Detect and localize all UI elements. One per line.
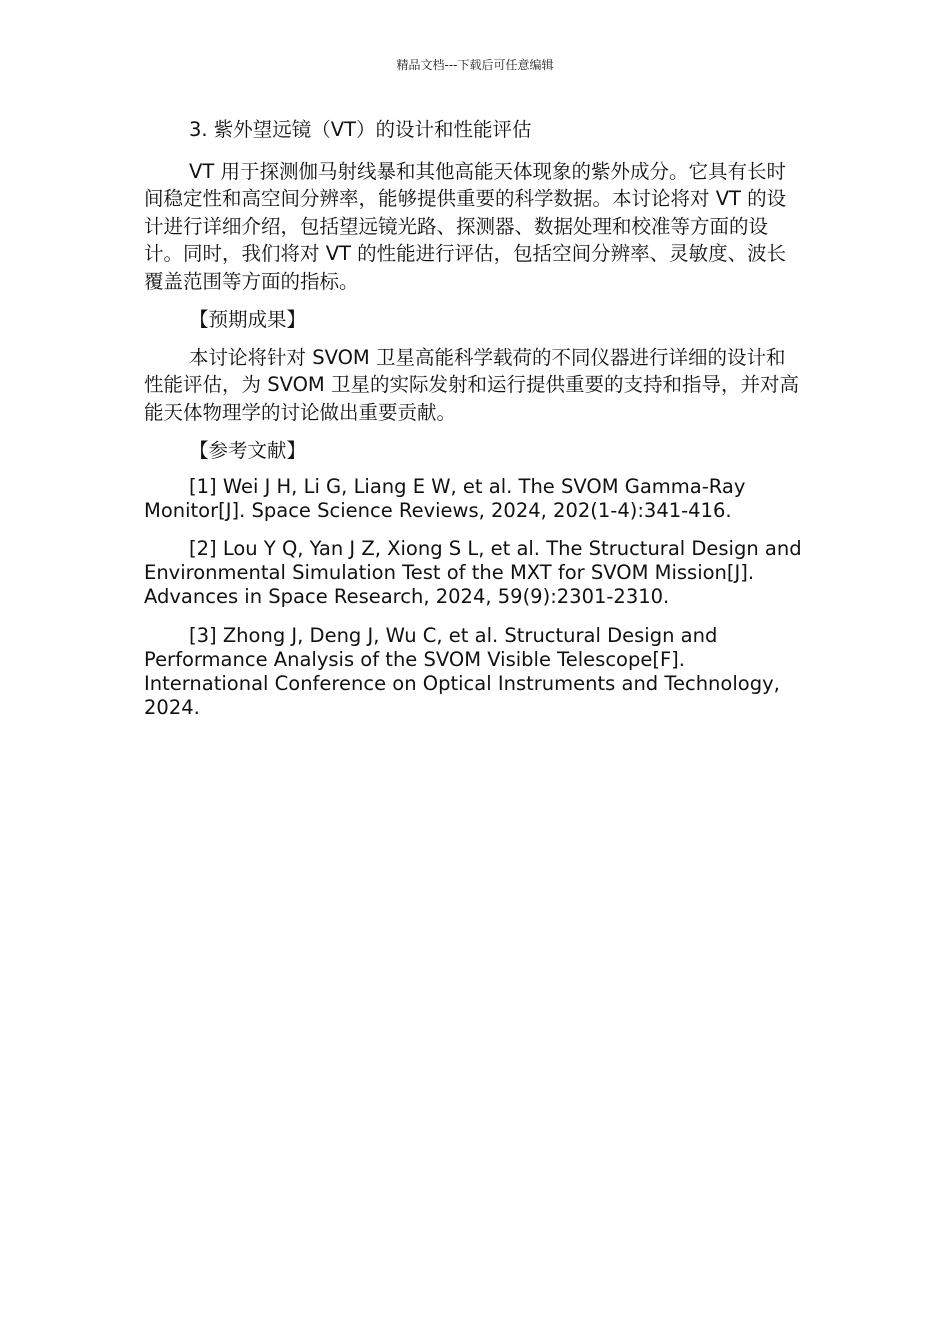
expected-results-paragraph: 本讨论将针对 SVOM 卫星高能科学载荷的不同仪器进行详细的设计和性能评估，为 SVOM 卫星的实际发射和运行提供重要的支持和指导，并对高能天体物理学的讨论做出重要贡献。: [144, 345, 799, 424]
references-heading: 【参考文献】: [189, 439, 307, 462]
section-heading: 3. 紫外望远镜（VT）的设计和性能评估: [189, 118, 532, 141]
reference-item: [3] Zhong J, Deng J, Wu C, et al. Structural Design and Performance Analysis of the SVOM Visible Telescope[F]. International Conference on Optical Instruments and Technology, 2024.: [144, 623, 780, 720]
reference-item: [1] Wei J H, Li G, Liang E W, et al. The SVOM Gamma-Ray Monitor[J]. Space Science Reviews, 2024, 202(1-4):341-416.: [144, 474, 746, 522]
document-body: [144, 116, 804, 720]
page-header-note: 精品文档---下载后可任意编辑: [396, 58, 554, 72]
section-paragraph: VT 用于探测伽马射线暴和其他高能天体现象的紫外成分。它具有长时间稳定性和高空间分辨率，能够提供重要的科学数据。本讨论将对 VT 的设计进行详细介绍，包括望远镜光路、探测器、数据处理和校准等方面的设计。同时，我们将对 VT 的性能进行评估，包括空间分辨率、灵敏度、波长覆盖范围等方面的指标。: [144, 159, 787, 293]
expected-results-heading: 【预期成果】: [189, 308, 307, 331]
reference-list: [144, 475, 804, 721]
reference-item: [2] Lou Y Q, Yan J Z, Xiong S L, et al. The Structural Design and Environmental Simulation Test of the MXT for SVOM Mission[J]. Advances in Space Research, 2024, 59(9):2301-2310.: [144, 536, 802, 609]
